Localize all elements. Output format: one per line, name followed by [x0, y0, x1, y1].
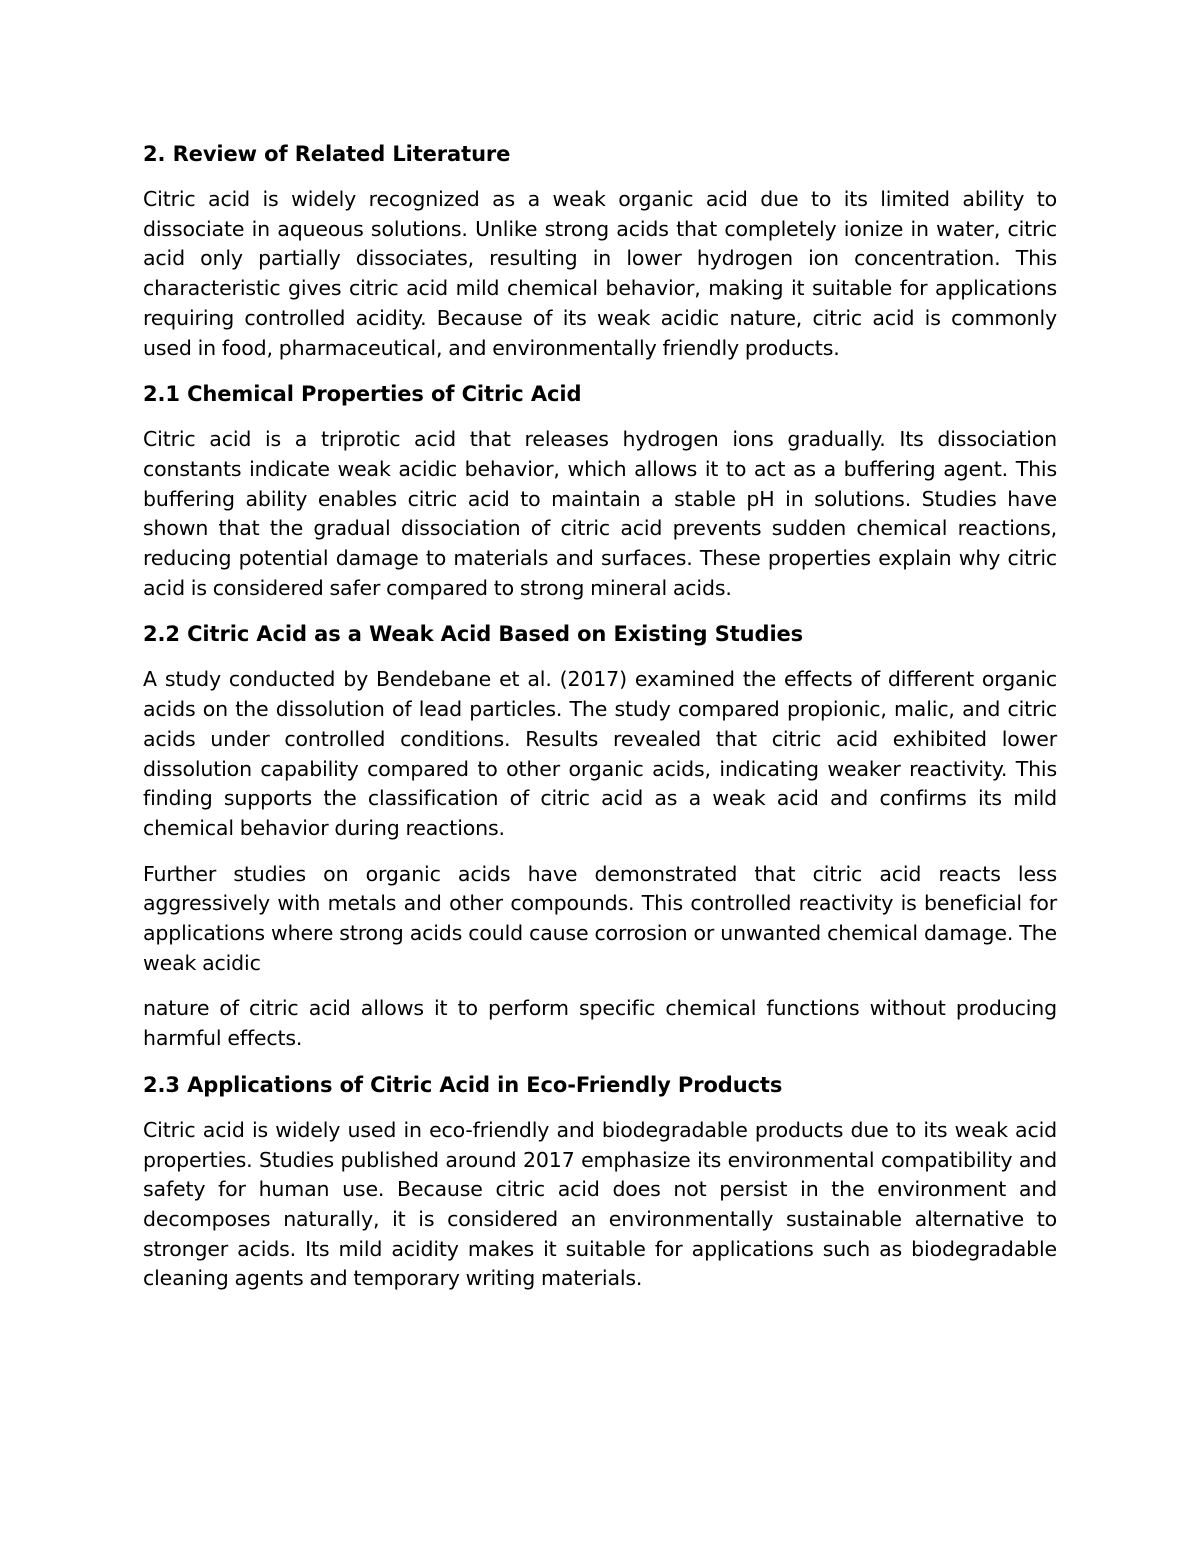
document-page — [143, 139, 1057, 1310]
body-paragraph: Citric acid is a triprotic acid that releases hydrogen ions gradually. Its dissociation constants indicate weak acidic behavior, which allows it to act as a buffering agent. This buffering ability enables citric acid to maintain a stable pH in solutions. Studies have shown that the gradual dissociation of citric acid prevents sudden chemical reactions, reducing potential damage to materials and surfaces. These properties explain why citric acid is considered safer compared to strong mineral acids. — [143, 427, 1057, 600]
section-chemical-properties — [143, 379, 1057, 603]
body-paragraph: nature of citric acid allows it to perform specific chemical functions without producing harmful effects. — [143, 996, 1057, 1051]
section-heading: 2.2 Citric Acid as a Weak Acid Based on Existing Studies — [143, 622, 804, 647]
body-paragraph: Citric acid is widely used in eco-friendly and biodegradable products due to its weak acid properties. Studies published around 2017 emphasize its environmental compatibility and safety for human use. Because citric acid does not persist in the environment and decomposes naturally, it is considered an environmentally sustainable alternative to stronger acids. Its mild acidity makes it suitable for applications such as biodegradable cleaning agents and temporary writing materials. — [143, 1117, 1057, 1291]
body-paragraph: Further studies on organic acids have demonstrated that citric acid reacts less aggressively with metals and other compounds. This controlled reactivity is beneficial for applications where strong acids could cause corrosion or unwanted chemical damage. The weak acidic — [143, 861, 1057, 975]
body-paragraph: A study conducted by Bendebane et al. (2017) examined the effects of different organic acids on the dissolution of lead particles. The study compared propionic, malic, and citric acids under controlled conditions. Results revealed that citric acid exhibited lower dissolution capability compared to other organic acids, indicating weaker reactivity. This finding supports the classification of citric acid as a weak acid and confirms its mild chemical behavior during reactions. — [143, 667, 1057, 840]
body-paragraph: Citric acid is widely recognized as a weak organic acid due to its limited ability to dissociate in aqueous solutions. Unlike strong acids that completely ionize in water, citric acid only partially dissociates, resulting in lower hydrogen ion concentration. This characteristic gives citric acid mild chemical behavior, making it suitable for applications requiring controlled acidity. Because of its weak acidic nature, citric acid is commonly used in food, pharmaceutical, and environmentally friendly products. — [143, 187, 1057, 360]
section-heading: 2.3 Applications of Citric Acid in Eco-Friendly Products — [143, 1072, 783, 1097]
section-eco-friendly-applications — [143, 1070, 1057, 1294]
section-review-of-related-literature — [143, 139, 1057, 363]
section-heading: 2. Review of Related Literature — [143, 142, 511, 166]
section-heading: 2.1 Chemical Properties of Citric Acid — [143, 382, 582, 407]
section-weak-acid-studies — [143, 619, 1057, 1053]
